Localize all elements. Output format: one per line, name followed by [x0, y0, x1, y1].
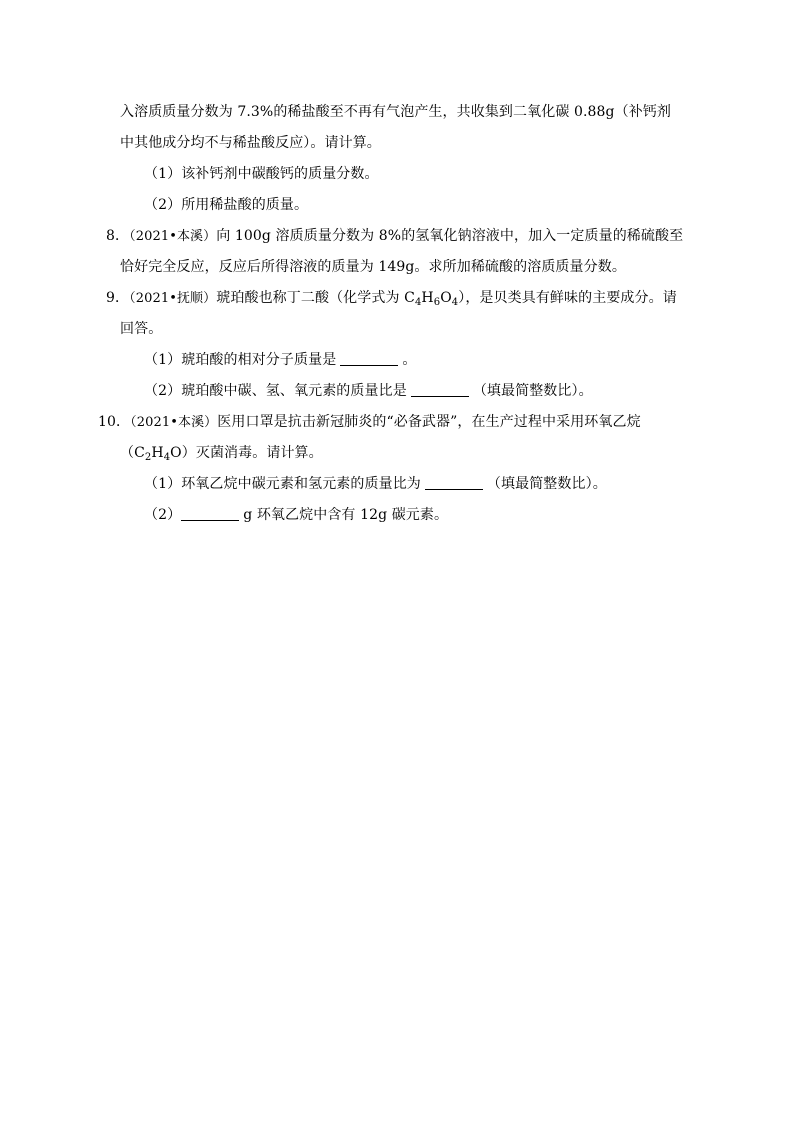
q9-part-2-text: （2）琥珀酸中碳、氢、氧元素的质量比是 [144, 383, 407, 399]
q9-text-1a: 琥珀酸也称丁二酸（化学式为 C [216, 290, 415, 306]
q9-line-1 [106, 283, 680, 314]
question-content [98, 97, 684, 531]
q9-source: （2021•抚顺） [129, 291, 217, 306]
q9-subscript-2: 6 [433, 297, 441, 308]
q10-line-2 [120, 438, 680, 469]
q8-text-2: 恰好完全反应，反应后所得溶液的质量为 149g。求所加稀硫酸的溶质质量分数。 [120, 259, 626, 275]
q9-text-2: 回答。 [120, 321, 163, 337]
q9-part-1-answer-blank[interactable] [340, 351, 398, 366]
q9-part-2-answer-blank[interactable] [411, 382, 469, 397]
q7-part-2 [120, 190, 680, 221]
q7-continuation-line-1 [120, 97, 680, 128]
q10-number: 10． [98, 414, 131, 430]
q9-part-2 [120, 376, 680, 407]
q8-number: 8． [106, 228, 130, 244]
q7-text-2: 中其他成分均不与稀盐酸反应）。请计算。 [120, 135, 381, 151]
q7-text-1: 入溶质质量分数为 7.3%的稀盐酸至不再有气泡产生，共收集到二氧化碳 0.88g（补钙剂 [120, 104, 671, 120]
q9-subscript-3: 4 [451, 297, 459, 308]
q10-part-2-tail: g 环氧乙烷中含有 12g 碳元素。 [243, 507, 449, 523]
q10-part-1-answer-blank[interactable] [425, 475, 483, 490]
q10-line-1 [98, 407, 680, 438]
q10-part-2 [120, 500, 680, 531]
q7-part-2-text: （2）所用稀盐酸的质量。 [144, 197, 309, 213]
q8-text-1: 向 100g 溶质质量分数为 8%的氢氧化钠溶液中，加入一定质量的稀硫酸至 [216, 228, 684, 244]
q8-line-1 [106, 221, 684, 252]
q8-line-2 [120, 252, 680, 283]
q7-part-1-text: （1）该补钙剂中碳酸钙的质量分数。 [144, 166, 379, 182]
q10-part-2-answer-blank[interactable] [181, 506, 239, 521]
q9-number: 9． [106, 290, 130, 306]
q8-source: （2021•本溪） [129, 229, 217, 244]
q9-part-1-text: （1）琥珀酸的相对分子质量是 [144, 352, 337, 368]
q10-part-1-tail: （填最简整数比）。 [486, 476, 607, 492]
q10-text-1: 医用口罩是抗击新冠肺炎的“必备武器”，在生产过程中采用环氧乙烷 [217, 414, 641, 430]
q10-text-2a: （C [120, 445, 145, 461]
q9-part-1 [120, 345, 680, 376]
q9-subscript-1: 4 [414, 297, 422, 308]
q9-text-1d: ），是贝类具有鲜味的主要成分。请 [458, 290, 677, 306]
q9-part-2-tail: （填最简整数比）。 [472, 383, 593, 399]
q10-part-1 [120, 469, 680, 500]
q7-part-1 [120, 159, 680, 190]
q9-text-1b: H [421, 290, 434, 306]
q9-text-1c: O [440, 290, 452, 306]
q10-text-2b: H [151, 445, 164, 461]
q9-part-1-tail: 。 [402, 352, 417, 368]
q10-subscript-2: 4 [163, 452, 171, 463]
q7-continuation-line-2 [120, 128, 680, 159]
q10-part-1-text: （1）环氧乙烷中碳元素和氢元素的质量比为 [144, 476, 421, 492]
q10-source: （2021•本溪） [130, 415, 218, 430]
q10-subscript-1: 2 [144, 452, 152, 463]
q10-text-2c: O）灭菌消毒。请计算。 [170, 445, 323, 461]
q9-line-2 [120, 314, 680, 345]
q10-part-2-text: （2） [144, 507, 182, 523]
